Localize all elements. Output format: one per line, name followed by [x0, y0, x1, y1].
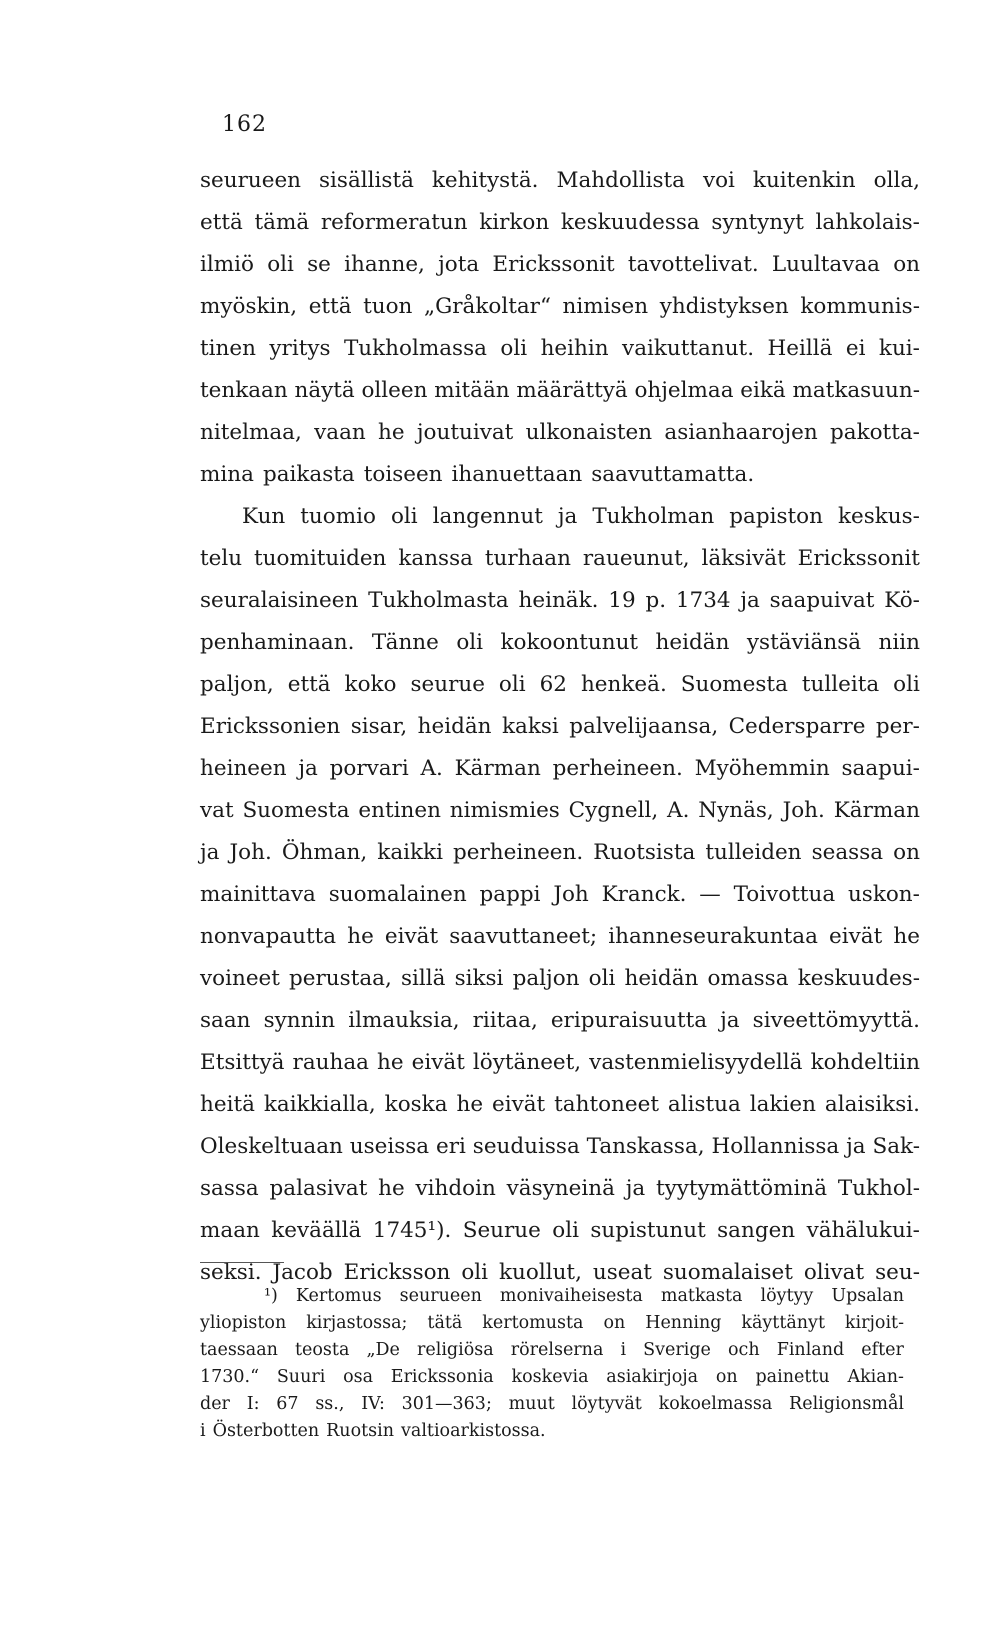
text-line: saan synnin ilmauksia, riitaa, eripuraisuutta ja siveettömyyttä. [200, 1008, 920, 1033]
text-line: vat Suomesta entinen nimismies Cygnell, A. Nynäs, Joh. Kärman [200, 798, 920, 823]
text-line: maan keväällä 1745¹). Seurue oli supistunut sangen vähälukui- [200, 1218, 920, 1243]
text-line: seuralaisineen Tukholmasta heinäk. 19 p. 1734 ja saapuivat Kö- [200, 588, 920, 613]
text-line: Etsittyä rauhaa he eivät löytäneet, vastenmielisyydellä kohdeltiin [200, 1050, 920, 1075]
text-line: tenkaan näytä olleen mitään määrättyä ohjelmaa eikä matkasuun- [200, 378, 920, 403]
footnote-line: ¹) Kertomus seurueen monivaiheisesta matkasta löytyy Upsalan [264, 1286, 904, 1306]
text-line: telu tuomituiden kanssa turhaan raueunut, läksivät Erickssonit [200, 546, 920, 571]
body-text [200, 160, 920, 1294]
text-line: ilmiö oli se ihanne, jota Erickssonit tavottelivat. Luultavaa on [200, 252, 920, 277]
text-line: heineen ja porvari A. Kärman perheineen. Myöhemmin saapui- [200, 756, 920, 781]
text-line: Oleskeltuaan useissa eri seuduissa Tanskassa, Hollannissa ja Sak- [200, 1134, 920, 1159]
footnote-line: taessaan teosta „De religiösa rörelserna i Sverige och Finland efter [200, 1340, 904, 1360]
text-line: nonvapautta he eivät saavuttaneet; ihanneseurakuntaa eivät he [200, 924, 920, 949]
footnote-line: 1730.“ Suuri osa Erickssonia koskevia asiakirjoja on painettu Akian- [200, 1367, 904, 1387]
text-line: seurueen sisällistä kehitystä. Mahdollista voi kuitenkin olla, [200, 168, 920, 193]
text-line: Kun tuomio oli langennut ja Tukholman papiston keskus- [242, 504, 920, 529]
text-line: seksi. Jacob Ericksson oli kuollut, useat suomalaiset olivat seu- [200, 1260, 920, 1285]
text-line: nitelmaa, vaan he joutuivat ulkonaisten asianhaarojen pakotta- [200, 420, 920, 445]
footnote-line: yliopiston kirjastossa; tätä kertomusta on Henning käyttänyt kirjoit- [200, 1313, 904, 1333]
text-line: Erickssonien sisar, heidän kaksi palvelijaansa, Cedersparre per- [200, 714, 920, 739]
text-line: sassa palasivat he vihdoin väsyneinä ja tyytymättöminä Tukhol- [200, 1176, 920, 1201]
text-line: mainittava suomalainen pappi Joh Kranck. — Toivottua uskon- [200, 882, 920, 907]
footnote-line: i Österbotten Ruotsin valtioarkistossa. [200, 1421, 546, 1441]
text-line: heitä kaikkialla, koska he eivät tahtoneet alistua lakien alaisiksi. [200, 1092, 920, 1117]
page-number: 162 [222, 112, 267, 137]
text-line: penhaminaan. Tänne oli kokoontunut heidän ystäviänsä niin [200, 630, 920, 655]
text-line: tinen yritys Tukholmassa oli heihin vaikuttanut. Heillä ei kui- [200, 336, 920, 361]
text-line: että tämä reformeratun kirkon keskuudessa syntynyt lahkolais- [200, 210, 920, 235]
text-line: myöskin, että tuon „Gråkoltar“ nimisen yhdistyksen kommunis- [200, 294, 920, 319]
text-line: paljon, että koko seurue oli 62 henkeä. Suomesta tulleita oli [200, 672, 920, 697]
text-line: mina paikasta toiseen ihanuettaan saavuttamatta. [200, 462, 755, 487]
footnote-line: der I: 67 ss., IV: 301—363; muut löytyvät kokoelmassa Religionsmål [200, 1394, 904, 1414]
footnote-divider [200, 1262, 284, 1263]
text-line: voineet perustaa, sillä siksi paljon oli heidän omassa keskuudes- [200, 966, 920, 991]
text-line: ja Joh. Öhman, kaikki perheineen. Ruotsista tulleiden seassa on [200, 840, 920, 865]
footnote [200, 1283, 904, 1445]
